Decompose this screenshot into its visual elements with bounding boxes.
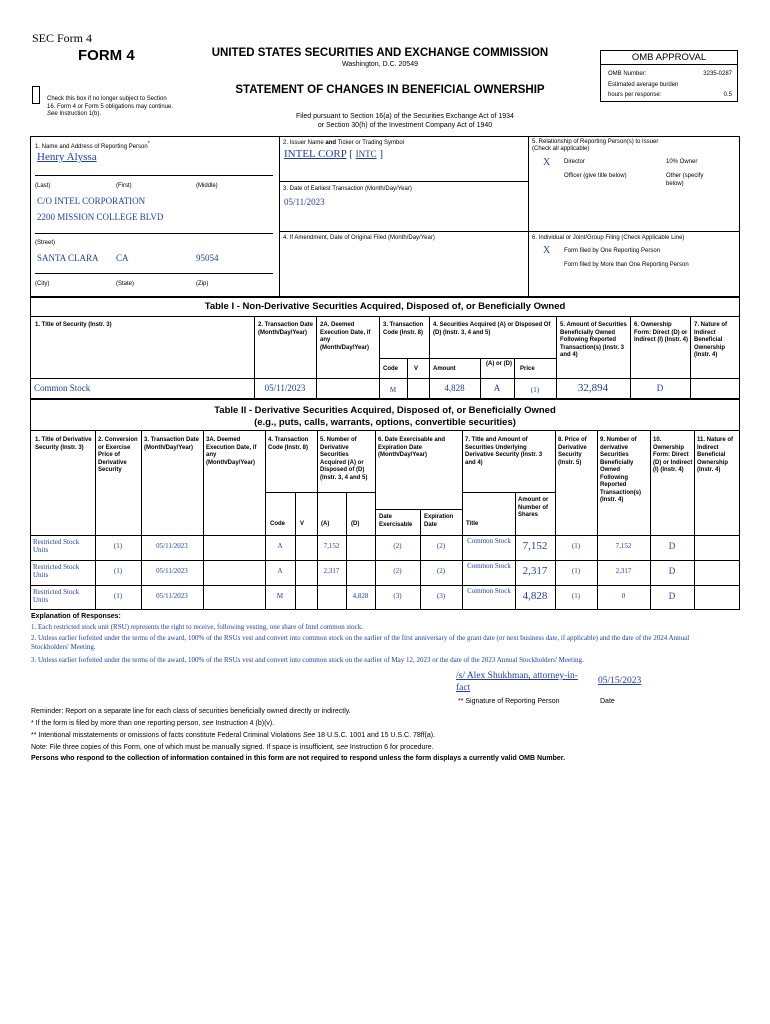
t2-row-expiration: (3)	[436, 592, 446, 600]
filed-pursuant: Filed pursuant to Section 16(a) of the Securities Exchange Act of 1934 or Section 30(h) of the Investment Company Act of 1940	[296, 113, 514, 129]
box1-label: 1. Name and Address of Reporting Person*	[35, 141, 150, 150]
t2-row-exercisable: (2)	[393, 542, 402, 550]
checkbox-text: Check this box if no longer subject to Section 16. Form 4 or Form 5 obligations may continue. See Instruction 1(b).	[47, 96, 174, 117]
t2-row-price: (1)	[113, 592, 123, 600]
commission-location: Washington, D.C. 20549	[341, 61, 418, 68]
t2-row-shares: 2,317	[522, 565, 548, 577]
t2-row-date: 05/11/2023	[156, 567, 188, 575]
t2-row-code: A	[277, 567, 283, 575]
t2-row-title: Restricted Stock Units	[33, 563, 80, 579]
t2-row-d: 4,828	[352, 592, 369, 600]
street-label: (Street)	[35, 240, 56, 246]
t2-row-code: M	[276, 592, 284, 600]
city-value: SANTA CLARA	[37, 253, 99, 263]
t2-sub-title: Title	[466, 521, 479, 527]
t1-row-aord: A	[493, 383, 501, 393]
t2-row-price: (1)	[113, 542, 123, 550]
omb-number-label: OMB Number:	[608, 71, 647, 77]
t2-header-price: 8. Price of Derivative Security (Instr. 5)	[558, 437, 587, 466]
t1-header-date: 2. Transaction Date (Month/Day/Year)	[258, 322, 314, 336]
t1-sub-amount: Amount	[433, 366, 456, 372]
signature-date-label: Date	[600, 698, 615, 705]
t1-row-date: 05/11/2023	[264, 383, 306, 393]
box5-label-2: (Check all applicable)	[532, 146, 590, 152]
other-label: Other (specify below)	[666, 173, 704, 187]
box3-label: 3. Date of Earliest Transaction (Month/Day/Year)	[283, 186, 412, 192]
t2-row-title: Restricted Stock Units	[33, 588, 80, 604]
footer-note-2: ** Intentional misstatements or omissions of facts constitute Federal Criminal Violations See 18 U.S.C. 1001 and 15 U.S.C. 78ff(a).	[31, 732, 436, 739]
t2-row-derivative-price: (1)	[571, 592, 581, 600]
t2-header-underlying: 7. Title and Amount of Securities Underlying Derivative Security (Instr. 3 and 4)	[465, 437, 543, 466]
t2-row-code: A	[277, 542, 283, 550]
t1-header-deemed: 2A. Deemed Execution Date, if any (Month/Day/Year)	[320, 322, 371, 351]
first-label: (First)	[116, 183, 132, 189]
footer-note-1: * If the form is filed by more than one reporting person, see Instruction 4 (b)(v).	[31, 720, 275, 727]
commission-title: UNITED STATES SECURITIES AND EXCHANGE COMMISSION	[211, 47, 549, 59]
t2-sub-d: (D)	[351, 521, 360, 527]
t1-header-ownership-form: 6. Ownership Form: Direct (D) or Indirect (I) (Instr. 4)	[634, 322, 689, 343]
t1-header-acquired: 4. Securities Acquired (A) or Disposed Of (D) (Instr. 3, 4 and 5)	[433, 322, 551, 336]
t1-sub-aord: (A) or (D)	[486, 361, 512, 367]
address-line-2: 2200 MISSION COLLEGE BLVD	[37, 212, 164, 222]
box2-label: 2. Issuer Name and Ticker or Trading Symbol	[283, 140, 405, 146]
t2-header-code: 4. Transaction Code (Instr. 8)	[268, 437, 309, 451]
t1-row-code: M	[389, 386, 397, 394]
issuer-name-link[interactable]: INTEL CORP	[284, 148, 347, 160]
t1-row-amount: 4,828	[444, 383, 465, 393]
middle-label: (Middle)	[196, 183, 218, 189]
officer-label: Officer (give title below)	[564, 173, 627, 179]
t2-row-underlying-title: Common Stock	[467, 562, 511, 570]
explanation-heading: Explanation of Responses:	[31, 613, 121, 620]
address-line-1: C/O INTEL CORPORATION	[37, 196, 146, 206]
signature-link[interactable]: /s/ Alex Shukhman, attorney-in-fact	[456, 671, 578, 693]
t2-row-owned: 0	[621, 592, 626, 600]
t2-row-shares: 4,828	[522, 590, 548, 602]
footer-note-3: Note: File three copies of this Form, one of which must be manually signed. If space is insufficient, see Instruction 6 for procedure.	[31, 744, 434, 751]
t1-row-title: Common Stock	[34, 383, 91, 393]
explanation-note-3: 3. Unless earlier forfeited under the terms of the award, 100% of the RSUs vest and convert into common stock on the earlier of May 12, 2023 or the date of the 2023 Annual Stockholders' Meeting.	[31, 656, 584, 664]
no-longer-subject-checkbox[interactable]	[32, 86, 40, 104]
box5-label-1: 5. Relationship of Reporting Person(s) to Issuer	[532, 139, 659, 145]
city-label: (City)	[35, 281, 50, 287]
t2-row-owned: 2,317	[615, 567, 632, 575]
t2-row-form: D	[668, 566, 676, 576]
one-person-label: Form filed by One Reporting Person	[564, 248, 661, 254]
ticker-link[interactable]: INTC	[355, 149, 377, 159]
t1-header-owned: 5. Amount of Securities Beneficially Owned Following Reported Transaction(s) (Instr. 3 and 4)	[560, 322, 627, 358]
more-persons-label: Form filed by More than One Reporting Person	[564, 262, 689, 268]
t2-sub-shares: Amount or Number of Shares	[518, 497, 549, 518]
t2-sub-code: Code	[270, 521, 285, 527]
t1-row-owned: 32,894	[577, 382, 609, 394]
t2-header-ownership-form: 10. Ownership Form: Direct (D) or Indirect (I) (Instr. 4)	[653, 437, 693, 473]
director-label: Director	[564, 159, 586, 165]
t1-row-form: D	[656, 383, 664, 393]
t2-row-title: Restricted Stock Units	[33, 538, 80, 554]
t2-row-shares: 7,152	[522, 540, 548, 552]
one-person-mark[interactable]: X	[543, 245, 551, 256]
t2-sub-v: V	[300, 521, 305, 527]
explanation-note-1: 1. Each restricted stock unit (RSU) represents the right to receive, following vesting, one share of Intel common stock.	[31, 623, 364, 631]
state-value: CA	[116, 253, 129, 263]
reporting-person-name[interactable]: Henry Alyssa	[37, 151, 97, 163]
form-title: FORM 4	[78, 47, 135, 64]
t2-header-deemed: 3A. Deemed Execution Date, if any (Month/Day/Year)	[206, 437, 257, 466]
t2-row-exercisable: (3)	[393, 592, 402, 600]
t2-sub-a: (A)	[321, 521, 330, 527]
t1-row-price: (1)	[530, 386, 540, 394]
table-2-title: Table II - Derivative Securities Acquired, Disposed of, or Beneficially Owned (e.g., puts, calls, warrants, options, convertible securities)	[214, 405, 556, 428]
t2-sub-exercisable: Date Exercisable	[379, 514, 413, 528]
t2-row-underlying-title: Common Stock	[467, 537, 511, 545]
omb-burden-label-2: hours per response:	[608, 92, 662, 98]
t1-header-code: 3. Transaction Code (Instr. 8)	[383, 322, 424, 336]
t2-row-derivative-price: (1)	[571, 567, 581, 575]
zip-value: 95054	[196, 253, 219, 263]
t2-row-form: D	[668, 591, 676, 601]
t1-sub-v: V	[414, 366, 419, 372]
footer-reminder: Reminder: Report on a separate line for each class of securities beneficially owned directly or indirectly.	[31, 708, 351, 715]
earliest-transaction-date: 05/11/2023	[284, 197, 325, 207]
box6-label: 6. Individual or Joint/Group Filing (Check Applicable Line)	[532, 235, 685, 241]
t2-row-form: D	[668, 541, 676, 551]
table-1-title: Table I - Non-Derivative Securities Acquired, Disposed of, or Beneficially Owned	[204, 301, 566, 312]
issuer-line: INTEL CORP [ INTC ]	[284, 148, 384, 160]
t2-row-underlying-title: Common Stock	[467, 587, 511, 595]
t2-header-nature: 11. Nature of Indirect Beneficial Ownership (Instr. 4)	[697, 437, 734, 473]
t2-header-date: 3. Transaction Date (Month/Day/Year)	[144, 437, 200, 451]
t2-row-exercisable: (2)	[393, 567, 402, 575]
explanation-note-2: 2. Unless earlier forfeited under the terms of the award, 100% of the RSUs vest and convert into common stock on the earlier of the first anniversary of the grant date (or next business date, if applicable) and the date of the 2024 Annual Stockholders' Meeting.	[31, 634, 690, 651]
omb-number-value: 3235-0287	[703, 71, 732, 77]
t2-row-price: (1)	[113, 567, 123, 575]
footer-note-4: Persons who respond to the collection of information contained in this form are not required to respond unless the form displays a currently valid OMB Number.	[31, 755, 566, 762]
director-mark[interactable]: X	[543, 157, 551, 168]
t1-sub-code: Code	[383, 366, 398, 372]
omb-title: OMB APPROVAL	[631, 52, 707, 63]
t2-row-expiration: (2)	[436, 567, 446, 575]
last-label: (Last)	[35, 183, 51, 189]
t2-row-derivative-price: (1)	[571, 542, 581, 550]
t2-header-conversion: 2. Conversion or Exercise Price of Derivative Security	[98, 437, 138, 473]
statement-title: STATEMENT OF CHANGES IN BENEFICIAL OWNERSHIP	[235, 84, 545, 96]
t2-header-title: 1. Title of Derivative Security (Instr. 3)	[35, 437, 92, 451]
t2-sub-expiration: Expiration Date	[424, 514, 454, 528]
t1-header-nature: 7. Nature of Indirect Beneficial Ownership (Instr. 4)	[694, 322, 728, 358]
state-label: (State)	[116, 281, 135, 287]
t1-sub-price: Price	[520, 366, 535, 372]
t2-header-owned: 9. Number of derivative Securities Beneficially Owned Following Reported Transaction(s) (Instr. 4)	[600, 437, 642, 503]
signature-label: ** Signature of Reporting Person	[458, 698, 560, 705]
t2-row-a: 2,317	[323, 567, 340, 575]
t2-row-date: 05/11/2023	[156, 592, 188, 600]
zip-label: (Zip)	[196, 281, 209, 287]
omb-burden-label-1: Estimated average burden	[608, 82, 679, 88]
t2-row-owned: 7,152	[615, 542, 632, 550]
t2-header-exercisable: 6. Date Exercisable and Expiration Date (Month/Day/Year)	[378, 437, 446, 458]
t2-row-date: 05/11/2023	[156, 542, 188, 550]
signature-date: 05/15/2023	[598, 676, 642, 686]
omb-burden-value: 0.5	[723, 92, 732, 98]
sec-form-label: SEC Form 4	[32, 31, 93, 45]
t1-header-title: 1. Title of Security (Instr. 3)	[35, 322, 112, 328]
box4-label: 4. If Amendment, Date of Original Filed (Month/Day/Year)	[283, 235, 435, 241]
t2-header-number: 5. Number of Derivative Securities Acquired (A) or Disposed of (D) (Instr. 3, 4 and 5)	[320, 437, 368, 481]
t2-row-expiration: (2)	[436, 542, 446, 550]
t2-row-a: 7,152	[323, 542, 340, 550]
ten-pct-owner-label: 10% Owner	[666, 159, 698, 165]
